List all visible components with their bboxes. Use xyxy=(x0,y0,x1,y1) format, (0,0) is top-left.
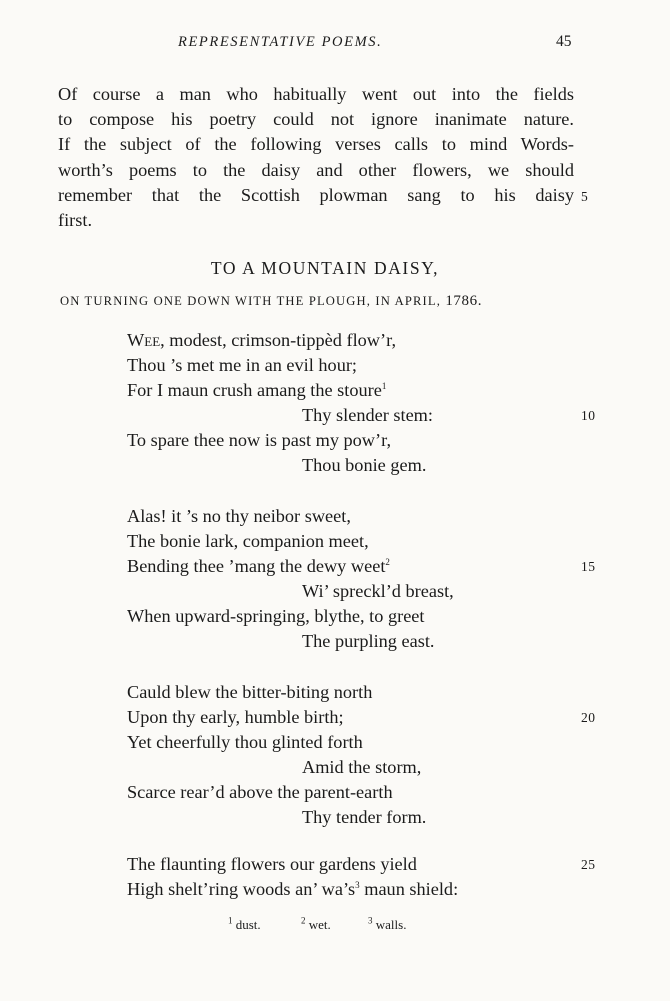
footnote-number: 3 xyxy=(368,915,373,926)
footnote-mark: 3 xyxy=(355,879,360,890)
poem-subtitle-text: ON TURNING ONE DOWN WITH THE PLOUGH, IN APRIL, xyxy=(60,294,442,308)
verse-line: Thou bonie gem. xyxy=(302,455,427,475)
prose-line: If the subject of the following verses calls to mind Words- xyxy=(58,134,574,155)
verse-line: The flaunting flowers our gardens yield xyxy=(127,854,417,874)
footnote-text: dust. xyxy=(235,917,261,932)
verse-line: Cauld blew the bitter-biting north xyxy=(127,682,373,702)
footnotes xyxy=(0,917,650,937)
poem-subtitle xyxy=(60,293,580,310)
prose-line: remember that the Scottish plowman sang to his daisy xyxy=(58,184,574,205)
footnote-text: wet. xyxy=(308,917,331,932)
verse-line: Upon thy early, humble birth; xyxy=(127,707,344,727)
line-number: 25 xyxy=(581,857,596,872)
verse-line: Yet cheerfully thou glinted forth xyxy=(127,732,363,752)
line-number: 20 xyxy=(581,710,596,725)
page-number: 45 xyxy=(556,33,572,50)
verse-line-text: For I maun crush amang the stoure xyxy=(127,380,382,400)
verse-line-text: maun shield: xyxy=(364,879,459,899)
prose-line: to compose his poetry could not ignore inanimate nature. xyxy=(58,109,574,130)
footnote xyxy=(228,917,261,933)
line-number: 5 xyxy=(581,189,589,204)
verse-line: Alas! it ’s no thy neibor sweet, xyxy=(127,506,351,526)
verse-line: Thou ’s met me in an evil hour; xyxy=(127,355,357,375)
line-number: 10 xyxy=(581,408,596,423)
verse-line: Thy slender stem: xyxy=(302,405,433,425)
verse-line: The purpling east. xyxy=(302,631,435,651)
footnote-text: walls. xyxy=(375,917,407,932)
footnote-number: 2 xyxy=(301,915,306,926)
verse-line: Wi’ spreckl’d breast, xyxy=(302,581,454,601)
verse-line xyxy=(127,878,458,900)
verse-line xyxy=(127,329,396,351)
footnote-mark: 1 xyxy=(381,380,387,391)
verse-line: Scarce rear’d above the parent-earth xyxy=(127,782,393,802)
footnote-number: 1 xyxy=(228,915,233,926)
line-number: 15 xyxy=(581,559,596,574)
poem-subtitle-year: 1786. xyxy=(445,293,483,309)
verse-line-rest: modest, crimson-tippèd flow’r, xyxy=(164,330,397,350)
verse-line: To spare thee now is past my pow’r, xyxy=(127,430,392,450)
footnote xyxy=(301,917,331,933)
verse-line xyxy=(127,379,386,401)
prose-line: first. xyxy=(58,209,93,230)
running-title: REPRESENTATIVE POEMS. xyxy=(178,34,383,50)
verse-line: Thy tender form. xyxy=(302,807,427,827)
verse-line-text: Bending thee ’mang the dewy weet xyxy=(127,556,386,576)
verse-first-word: Wee, xyxy=(127,330,165,350)
intro-paragraph xyxy=(58,82,574,233)
prose-line: worth’s poems to the daisy and other flowers, we should xyxy=(58,159,574,180)
verse-line xyxy=(127,555,390,577)
prose-line: Of course a man who habitually went out into the fields xyxy=(58,84,574,104)
verse-line: Amid the storm, xyxy=(302,757,422,777)
footnote xyxy=(368,917,406,933)
footnote-mark: 2 xyxy=(385,556,390,567)
verse-line: The bonie lark, companion meet, xyxy=(127,531,369,551)
page-header xyxy=(0,34,670,56)
verse-line-text: High shelt’ring woods an’ wa’s xyxy=(127,879,356,899)
poem-title: TO A MOUNTAIN DAISY, xyxy=(210,258,440,278)
verse-line: When upward-springing, blythe, to greet xyxy=(127,606,425,626)
